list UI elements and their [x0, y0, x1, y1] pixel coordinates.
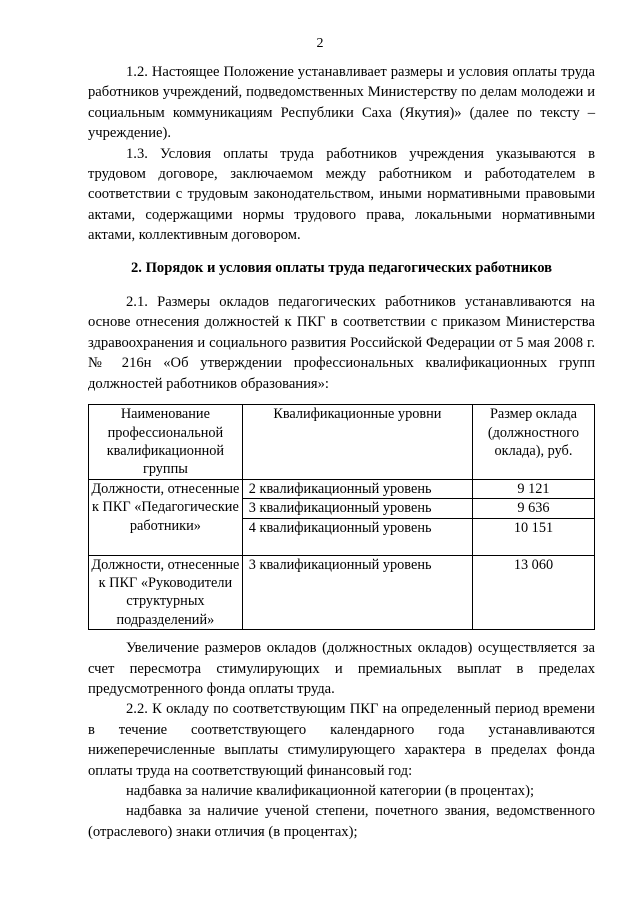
salary-table: [88, 404, 595, 630]
table-cell-salary: 9 121: [472, 479, 594, 498]
table-cell-salary: 9 636: [472, 499, 594, 518]
table-header-levels: Квалификационные уровни: [242, 405, 472, 480]
paragraph-2-1: 2.1. Размеры окладов педагогических работников устанавливаются на основе отнесения должностей к ПКГ в соответствии с приказом Министерства здравоохранения и социального развития Российской Федерации от 5 мая 2008 г. № 216н «Об утверждении профессиональных квалификационных групп должностей работников образования»:: [88, 294, 595, 392]
table-cell-salary: 13 060: [472, 555, 594, 630]
list-item-qualification-bonus: надбавка за наличие квалификационной категории (в процентах);: [126, 783, 535, 799]
paragraph-2-2: 2.2. К окладу по соответствующим ПКГ на определенный период времени в течение соответствующего календарного года устанавливаются нижеперечисленные выплаты стимулирующего характера в пределах фонда оплаты труда на соответствующий финансовый год:: [88, 701, 595, 779]
table-row: [89, 479, 595, 498]
table-header-salary: Размер оклада (должностного оклада), руб.: [472, 405, 594, 480]
table-cell-salary: 10 151: [472, 518, 594, 555]
table-row: [89, 555, 595, 630]
table-cell-level: 2 квалификационный уровень: [242, 479, 472, 498]
page-number: 2: [316, 36, 324, 51]
document-body: [88, 62, 595, 842]
section-heading: 2. Порядок и условия оплаты труда педагогических работников: [130, 259, 553, 276]
table-cell-level: 4 квалификационный уровень: [242, 518, 472, 555]
table-cell-level: 3 квалификационный уровень: [242, 555, 472, 630]
paragraph-salary-increase: Увеличение размеров окладов (должностных окладов) осуществляется за счет пересмотра стимулирующих и премиальных выплат в пределах предусмотренного фонда оплаты труда.: [88, 640, 595, 697]
table-cell-level: 3 квалификационный уровень: [242, 499, 472, 518]
table-cell-group-name: Должности, отнесенные к ПКГ «Руководители структурных подразделений»: [89, 555, 243, 630]
paragraph-1-2: 1.2. Настоящее Положение устанавливает размеры и условия оплаты труда работников учреждений, подведомственных Министерству по делам молодежи и социальным коммуникациям Республики Саха (Якутия)» (далее по тексту – учреждение).: [88, 64, 595, 142]
paragraph-1-3: 1.3. Условия оплаты труда работников учреждения указываются в трудовом договоре, заключаемом между работником и работодателем в соответствии с трудовым законодательством, иными нормативными правовыми актами, содержащими нормы трудового права, локальными нормативными актами, коллективным договором.: [88, 145, 595, 244]
table-header-row: [89, 405, 595, 480]
list-item-degree-bonus: надбавка за наличие ученой степени, почетного звания, ведомственного (отраслевого) знаки отличия (в процентах);: [88, 803, 595, 840]
table-cell-group-name: Должности, отнесенные к ПКГ «Педагогические работники»: [89, 479, 243, 555]
table-header-group: Наименование профессиональной квалификационной группы: [89, 405, 243, 480]
